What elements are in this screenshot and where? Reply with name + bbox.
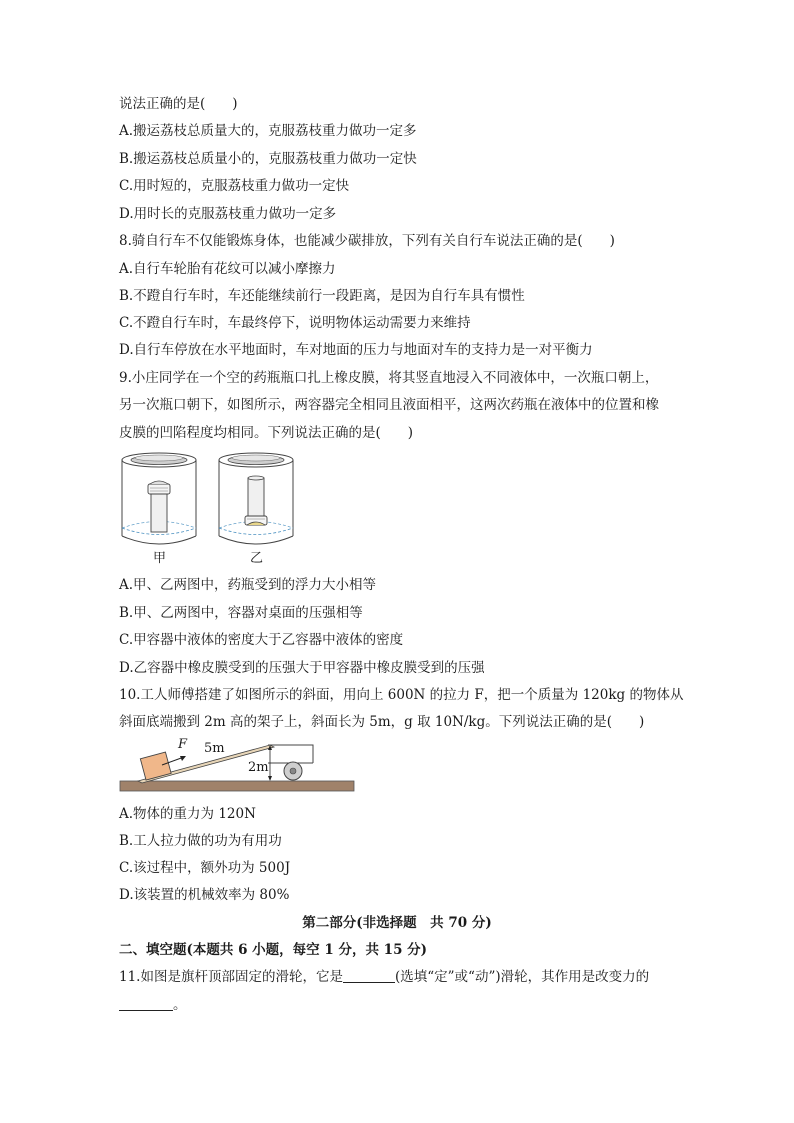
q7-option-c: C.用时短的，克服荔枝重力做功一定快 [119, 178, 350, 194]
q11-text-end: 。 [173, 997, 187, 1013]
q10-incline-figure [118, 737, 358, 797]
q10-option-a: A.物体的重力为 120N [119, 806, 256, 822]
q10-stem-line2: 斜面底端搬到 2m 高的架子上，斜面长为 5m，g 取 10N/kg。下列说法正确的是( ) [119, 714, 645, 730]
q10-option-d: D.该装置的机械效率为 80% [119, 887, 290, 903]
q9-option-a: A.甲、乙两图中，药瓶受到的浮力大小相等 [119, 577, 377, 593]
q8-option-c: C.不蹬自行车时，车最终停下，说明物体运动需要力来维持 [119, 315, 471, 331]
q11-text-b: (选填“定”或“动”)滑轮，其作用是改变力的 [394, 969, 650, 985]
q9-option-b: B.甲、乙两图中，容器对桌面的压强相等 [119, 605, 363, 621]
q9-option-c: C.甲容器中液体的密度大于乙容器中液体的密度 [119, 632, 404, 648]
q7-option-a: A.搬运荔枝总质量大的，克服荔枝重力做功一定多 [119, 123, 417, 139]
container-jia [122, 453, 196, 544]
figure-label-yi: 乙 [250, 551, 264, 566]
figure-label-jia: 甲 [153, 551, 167, 566]
incline-height-label: 2m [248, 760, 269, 775]
q9-containers-figure [116, 448, 298, 558]
container-yi [219, 453, 293, 544]
incline-length-label: 5m [204, 741, 225, 756]
q11-line1 [119, 968, 649, 986]
q7-stem-tail: 说法正确的是( ) [119, 96, 238, 112]
q8-stem: 8.骑自行车不仅能锻炼身体，也能减少碳排放，下列有关自行车说法正确的是( ) [119, 233, 615, 249]
q9-stem-line1: 9.小庄同学在一个空的药瓶瓶口扎上橡皮膜，将其竖直地浸入不同液体中，一次瓶口朝上， [119, 370, 659, 386]
q11-text-a: 11.如图是旗杆顶部固定的滑轮，它是 [119, 969, 343, 985]
answer-blank-1[interactable] [343, 968, 395, 983]
section-title: 二、填空题(本题共 6 小题，每空 1 分，共 15 分) [119, 942, 428, 958]
q7-option-d: D.用时长的克服荔枝重力做功一定多 [119, 206, 337, 222]
q8-option-b: B.不蹬自行车时，车还能继续前行一段距离，是因为自行车具有惯性 [119, 288, 525, 304]
force-label: F [178, 737, 188, 752]
q8-option-d: D.自行车停放在水平地面时，车对地面的压力与地面对车的支持力是一对平衡力 [119, 342, 593, 358]
q7-option-b: B.搬运荔枝总质量小的，克服荔枝重力做功一定快 [119, 151, 417, 167]
answer-blank-2[interactable] [119, 996, 173, 1011]
q10-option-b: B.工人拉力做的功为有用功 [119, 833, 282, 849]
q8-option-a: A.自行车轮胎有花纹可以减小摩擦力 [119, 261, 336, 277]
part2-title: 第二部分(非选择题 共 70 分) [302, 915, 492, 931]
q9-option-d: D.乙容器中橡皮膜受到的压强大于甲容器中橡皮膜受到的压强 [119, 660, 485, 676]
q10-option-c: C.该过程中，额外功为 500J [119, 860, 291, 876]
q10-stem-line1: 10.工人师傅搭建了如图所示的斜面，用向上 600N 的拉力 F，把一个质量为 120kg 的物体从 [119, 687, 684, 703]
q9-stem-line2: 另一次瓶口朝下，如图所示，两容器完全相同且液面相平，这两次药瓶在液体中的位置和橡 [119, 397, 659, 413]
q11-line2 [119, 996, 187, 1014]
q9-stem-line3: 皮膜的凹陷程度均相同。下列说法正确的是( ) [119, 425, 414, 441]
